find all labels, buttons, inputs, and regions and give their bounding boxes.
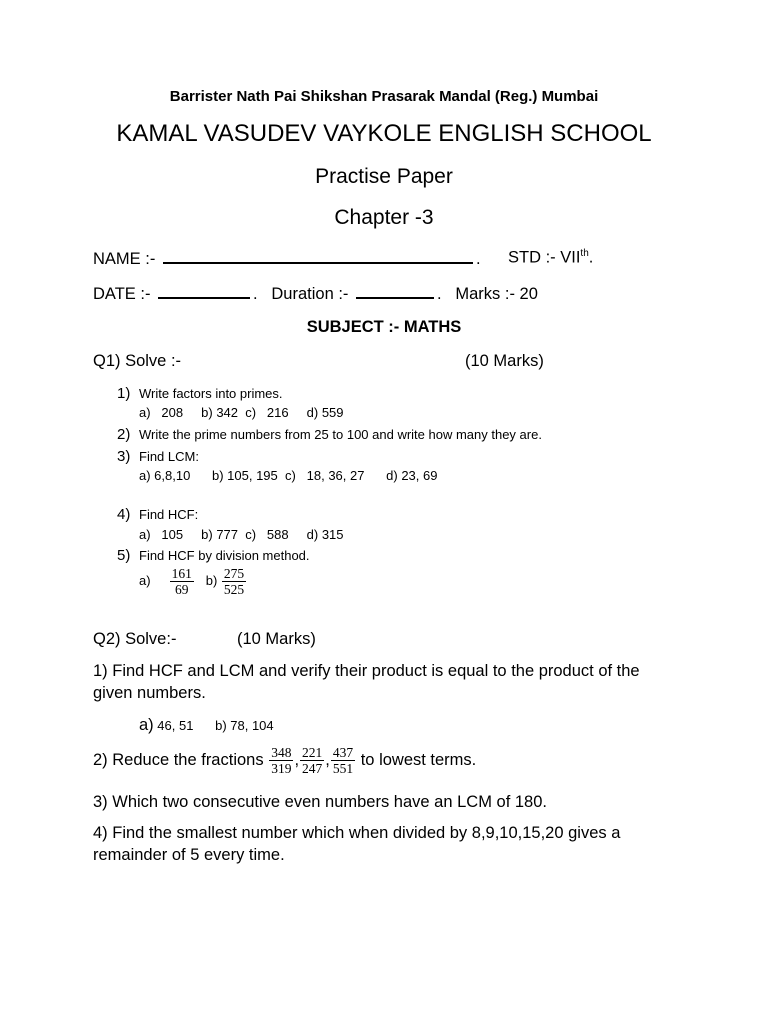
- q2-part-4-line-2: remainder of 5 every time.: [93, 846, 285, 864]
- q2-part-1-line-2: given numbers.: [93, 684, 206, 702]
- date-row: DATE :- . Duration :- . Marks :- 20: [93, 285, 538, 303]
- date-label: DATE :-: [93, 285, 151, 303]
- name-blank: [163, 248, 473, 264]
- std-label: STD :- VII: [508, 248, 581, 267]
- school-name: KAMAL VASUDEV VAYKOLE ENGLISH SCHOOL: [116, 120, 652, 147]
- name-row: NAME :- .: [93, 250, 481, 268]
- q1-item-1: [117, 385, 283, 403]
- q1-item-4-text: Find HCF:: [139, 507, 199, 522]
- q1-item-5-text: Find HCF by division method.: [139, 548, 310, 563]
- q2-marks: (10 Marks): [237, 630, 316, 648]
- list-number: 2): [117, 426, 131, 443]
- q1-item-3-options: a) 6,8,10 b) 105, 195 c) 18, 36, 27 d) 23, 69: [139, 468, 438, 483]
- std-superscript: th: [580, 248, 589, 259]
- duration-blank: [356, 283, 434, 299]
- q2-part-1-values: 46, 51 b) 78, 104: [153, 718, 274, 733]
- list-number: 1): [117, 385, 131, 402]
- q2-part-1-options: [139, 716, 274, 735]
- chapter-title: Chapter -3: [334, 206, 434, 229]
- q1-item-3: [117, 448, 199, 466]
- q1-item-4: [117, 506, 198, 524]
- q1-item-1-options: a) 208 b) 342 c) 216 d) 559: [139, 405, 344, 420]
- q2-title: Q2) Solve:-: [93, 630, 177, 648]
- list-number: 5): [117, 547, 131, 564]
- q2-part-1-line-1: 1) Find HCF and LCM and verify their product is equal to the product of the: [93, 662, 640, 680]
- duration-label: Duration :-: [271, 285, 349, 303]
- q1-item-5-options: [139, 566, 247, 597]
- mandal-name: Barrister Nath Pai Shikshan Prasarak Mandal (Reg.) Mumbai: [169, 88, 599, 105]
- fraction-161-69: $\frac{161}{69}$: [171, 566, 192, 597]
- q1-item-2-text: Write the prime numbers from 25 to 100 and write how many they are.: [139, 427, 542, 442]
- q2-part-4-line-1: 4) Find the smallest number which when divided by 8,9,10,15,20 gives a: [93, 824, 621, 842]
- marks-label: Marks :- 20: [455, 285, 538, 303]
- q1-item-1-text: Write factors into primes.: [139, 386, 283, 401]
- date-blank: [158, 283, 250, 299]
- q2-part-3: 3) Which two consecutive even numbers have an LCM of 180.: [93, 793, 547, 811]
- option-b-label: b): [205, 572, 218, 588]
- std-field: STD :- VIIth.: [508, 248, 594, 267]
- option-a-label: a): [139, 572, 151, 588]
- option-a-label: a): [139, 716, 154, 734]
- q1-item-5: [117, 547, 310, 565]
- q1-item-4-options: a) 105 b) 777 c) 588 d) 315: [139, 527, 344, 542]
- list-number: 4): [117, 506, 131, 523]
- q1-item-3-text: Find LCM:: [139, 449, 199, 464]
- q1-item-2: [117, 426, 542, 444]
- fraction-275-525: $\frac{275}{525}$: [223, 566, 245, 597]
- fraction-437-551: $\frac{437}{551}$: [332, 745, 354, 776]
- q2-part-2-suffix: to lowest terms.: [360, 750, 477, 769]
- paper-title: Practise Paper: [315, 165, 453, 188]
- q1-marks: (10 Marks): [465, 352, 544, 370]
- q2-part-2-prefix: 2) Reduce the fractions: [93, 750, 264, 769]
- q1-title: Q1) Solve :-: [93, 352, 182, 370]
- fraction-348-319: $\frac{348}{319}$: [271, 745, 292, 776]
- name-label: NAME :-: [93, 250, 156, 268]
- fraction-221-247: $\frac{221}{247}$: [302, 745, 323, 776]
- q2-part-2: 2) Reduce the fractions $\frac{348}{319}$ , $\frac{221}{247}$ , $\frac{437}{551}$ to lowest terms.: [93, 745, 477, 776]
- subject-heading: SUBJECT :- MATHS: [306, 318, 462, 336]
- list-number: 3): [117, 448, 131, 465]
